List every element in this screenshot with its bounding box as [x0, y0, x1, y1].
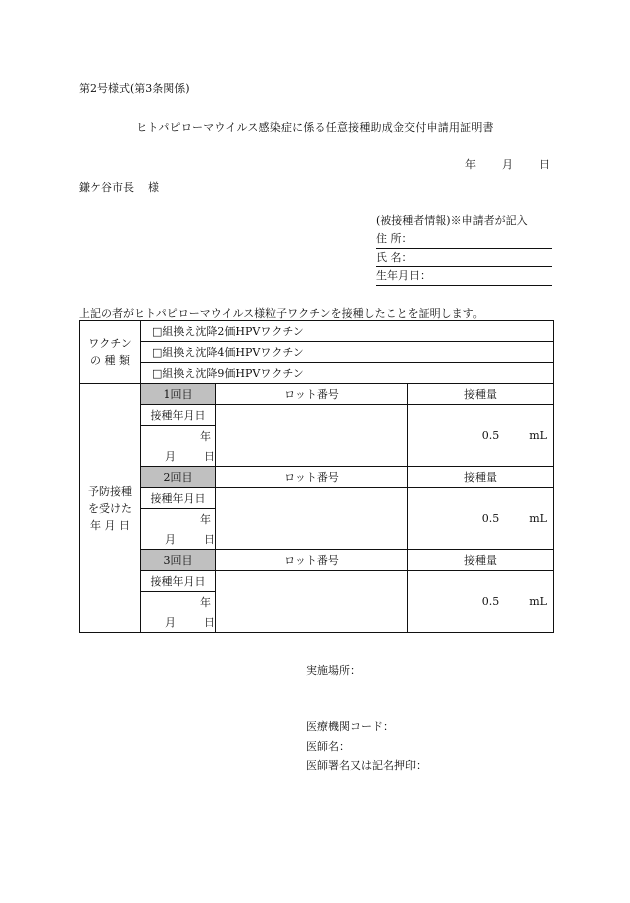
dose-3-lot-number[interactable]	[216, 571, 408, 633]
dose-1-amount	[408, 405, 554, 467]
dose-3-amount	[408, 571, 554, 633]
vaccine-type-label-line2: の 種 類	[90, 354, 130, 367]
doctor-name-label: 医師名：	[306, 740, 350, 753]
dose-3-date-month-day[interactable]	[141, 612, 216, 633]
dose-1-month: 月	[165, 449, 176, 463]
vaccination-table	[79, 320, 554, 633]
vaccine-type-label	[80, 321, 141, 384]
name-label	[376, 249, 432, 267]
dose-2-label: 2回目	[141, 467, 216, 488]
dose-2-lot-header: ロット番号	[216, 467, 408, 488]
dates-label-line1: 予防接種	[88, 484, 132, 498]
document-title: ヒトパピローマウイルス感染症に係る任意接種助成金交付申請用証明書	[136, 121, 494, 134]
applicant-info	[376, 212, 552, 286]
place-label: 実施場所：	[306, 664, 361, 677]
dates-label-line2: を受けた	[88, 501, 132, 515]
dose-2-date-month-day[interactable]	[141, 529, 216, 550]
dose-2-amount-unit: mL	[529, 512, 547, 525]
address-label-a: 住	[376, 232, 387, 245]
issue-date-month: 月	[502, 158, 513, 171]
dose-1-amount-value: 0.5	[481, 429, 500, 442]
form-number: 第2号様式(第3条関係)	[79, 82, 190, 95]
certification-text: 上記の者がヒトパピローマウイルス様粒子ワクチンを接種したことを証明します。	[79, 307, 484, 320]
issue-date	[439, 156, 550, 172]
issue-date-year: 年	[465, 158, 476, 171]
address-label	[376, 230, 432, 248]
vaccine-option-9valent[interactable]: □組換え沈降9価HPVワクチン	[141, 363, 554, 384]
birthdate-label: 生年月日：	[376, 269, 431, 282]
dose-2-day: 日	[204, 532, 215, 546]
dose-1-date-year[interactable]: 年	[141, 426, 216, 447]
dose-1-amount-unit: mL	[529, 429, 547, 442]
vaccine-option-4valent[interactable]: □組換え沈降4価HPVワクチン	[141, 342, 554, 363]
dose-3-amount-header: 接種量	[408, 550, 554, 571]
dose-3-lot-header: ロット番号	[216, 550, 408, 571]
signature-label: 医師署名又は記名押印：	[306, 759, 427, 772]
institution-code-label: 医療機関コード：	[306, 720, 394, 733]
name-label-b: 名：	[390, 250, 413, 264]
dose-1-lot-number[interactable]	[216, 405, 408, 467]
name-field[interactable]	[376, 249, 552, 268]
addressee	[79, 179, 159, 195]
dose-3-date-label: 接種年月日	[141, 571, 216, 592]
dose-3-day: 日	[204, 615, 215, 629]
dose-3-date-year[interactable]: 年	[141, 592, 216, 613]
dose-2-date-label: 接種年月日	[141, 488, 216, 509]
vaccine-type-label-line1: ワクチン	[88, 337, 132, 350]
dose-1-lot-header: ロット番号	[216, 384, 408, 405]
dose-2-amount-header: 接種量	[408, 467, 554, 488]
dates-label-line3: 年 月 日	[90, 518, 130, 532]
dose-3-amount-value: 0.5	[481, 595, 500, 608]
name-label-a: 氏	[376, 250, 387, 264]
addressee-honorific: 様	[148, 181, 159, 194]
dose-2-amount-value: 0.5	[481, 512, 500, 525]
addressee-name: 鎌ケ谷市長	[79, 181, 134, 194]
dose-1-label: 1回目	[141, 384, 216, 405]
vaccination-dates-label	[80, 384, 141, 633]
dose-1-date-label: 接種年月日	[141, 405, 216, 426]
dose-1-date-month-day[interactable]	[141, 446, 216, 467]
dose-3-amount-unit: mL	[529, 595, 547, 608]
address-label-b: 所：	[390, 232, 413, 245]
dose-3-month: 月	[165, 615, 176, 629]
dose-2-date-year[interactable]: 年	[141, 509, 216, 530]
issue-date-day: 日	[539, 158, 550, 171]
address-field[interactable]	[376, 230, 552, 249]
dose-3-label: 3回目	[141, 550, 216, 571]
dose-2-month: 月	[165, 532, 176, 546]
dose-1-amount-header: 接種量	[408, 384, 554, 405]
applicant-heading: (被接種者情報)※申請者が記入	[376, 214, 528, 227]
vaccine-option-2valent[interactable]: □組換え沈降2価HPVワクチン	[141, 321, 554, 342]
dose-2-lot-number[interactable]	[216, 488, 408, 550]
birthdate-field[interactable]	[376, 267, 552, 286]
dose-2-amount	[408, 488, 554, 550]
dose-1-day: 日	[204, 449, 215, 463]
